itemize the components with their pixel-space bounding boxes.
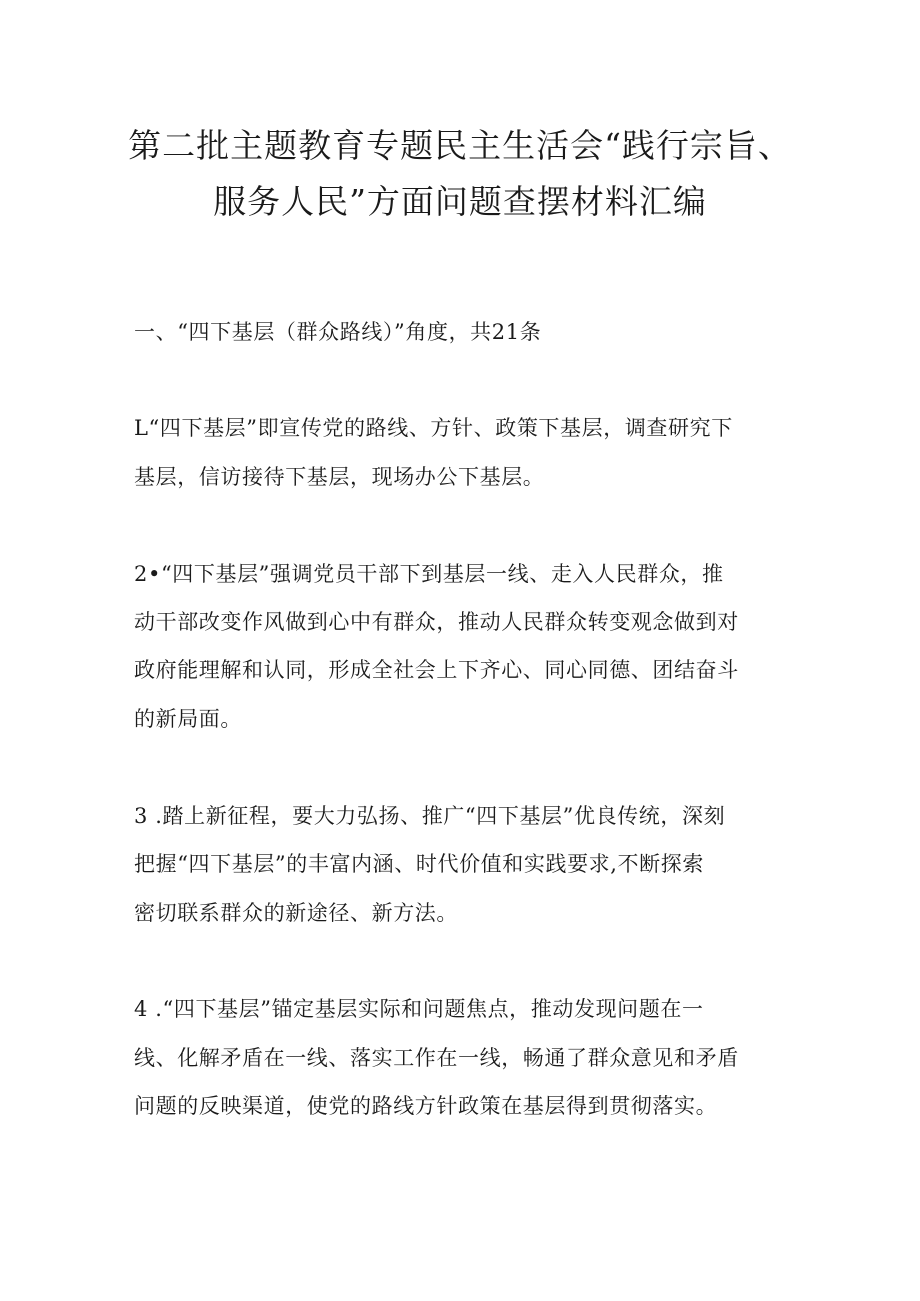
paragraph-line: 问题的反映渠道，使党的路线方针政策在基层得到贯彻落实。 (134, 1094, 718, 1118)
paragraph-line: 2•“四下基层”强调党员干部下到基层一线、走入人民群众，推 (134, 562, 724, 586)
paragraph-line: 4 .“四下基层”锚定基层实际和问题焦点，推动发现问题在一 (134, 997, 704, 1021)
paragraph-line: 动干部改变作风做到心中有群众，推动人民群众转变观念做到对 (134, 610, 739, 634)
section-heading: 一、“四下基层（群众路线）”角度，共21条 (134, 320, 542, 344)
paragraph-line: 3 .踏上新征程，要大力弘扬、推广“四下基层”优良传统，深刻 (134, 804, 726, 828)
paragraph-line: 基层，信访接待下基层，现场办公下基层。 (134, 465, 545, 489)
paragraph-line: 把握“四下基层”的丰富内涵、时代价值和实践要求,不断探索 (134, 852, 704, 876)
paragraph-line: 线、化解矛盾在一线、落实工作在一线，畅通了群众意见和矛盾 (134, 1046, 739, 1070)
document-title-line-2: 服务人民”方面问题查摆材料汇编 (213, 182, 707, 221)
document-title-line-1: 第二批主题教育专题民主生活会“践行宗旨、 (128, 126, 792, 165)
paragraph-line: 政府能理解和认同，形成全社会上下齐心、同心同德、团结奋斗 (134, 658, 739, 682)
paragraph-line: 的新局面。 (134, 707, 242, 731)
paragraph-line: L“四下基层”即宣传党的路线、方针、政策下基层，调查研究下 (134, 416, 733, 440)
paragraph-line: 密切联系群众的新途径、新方法。 (134, 901, 458, 925)
